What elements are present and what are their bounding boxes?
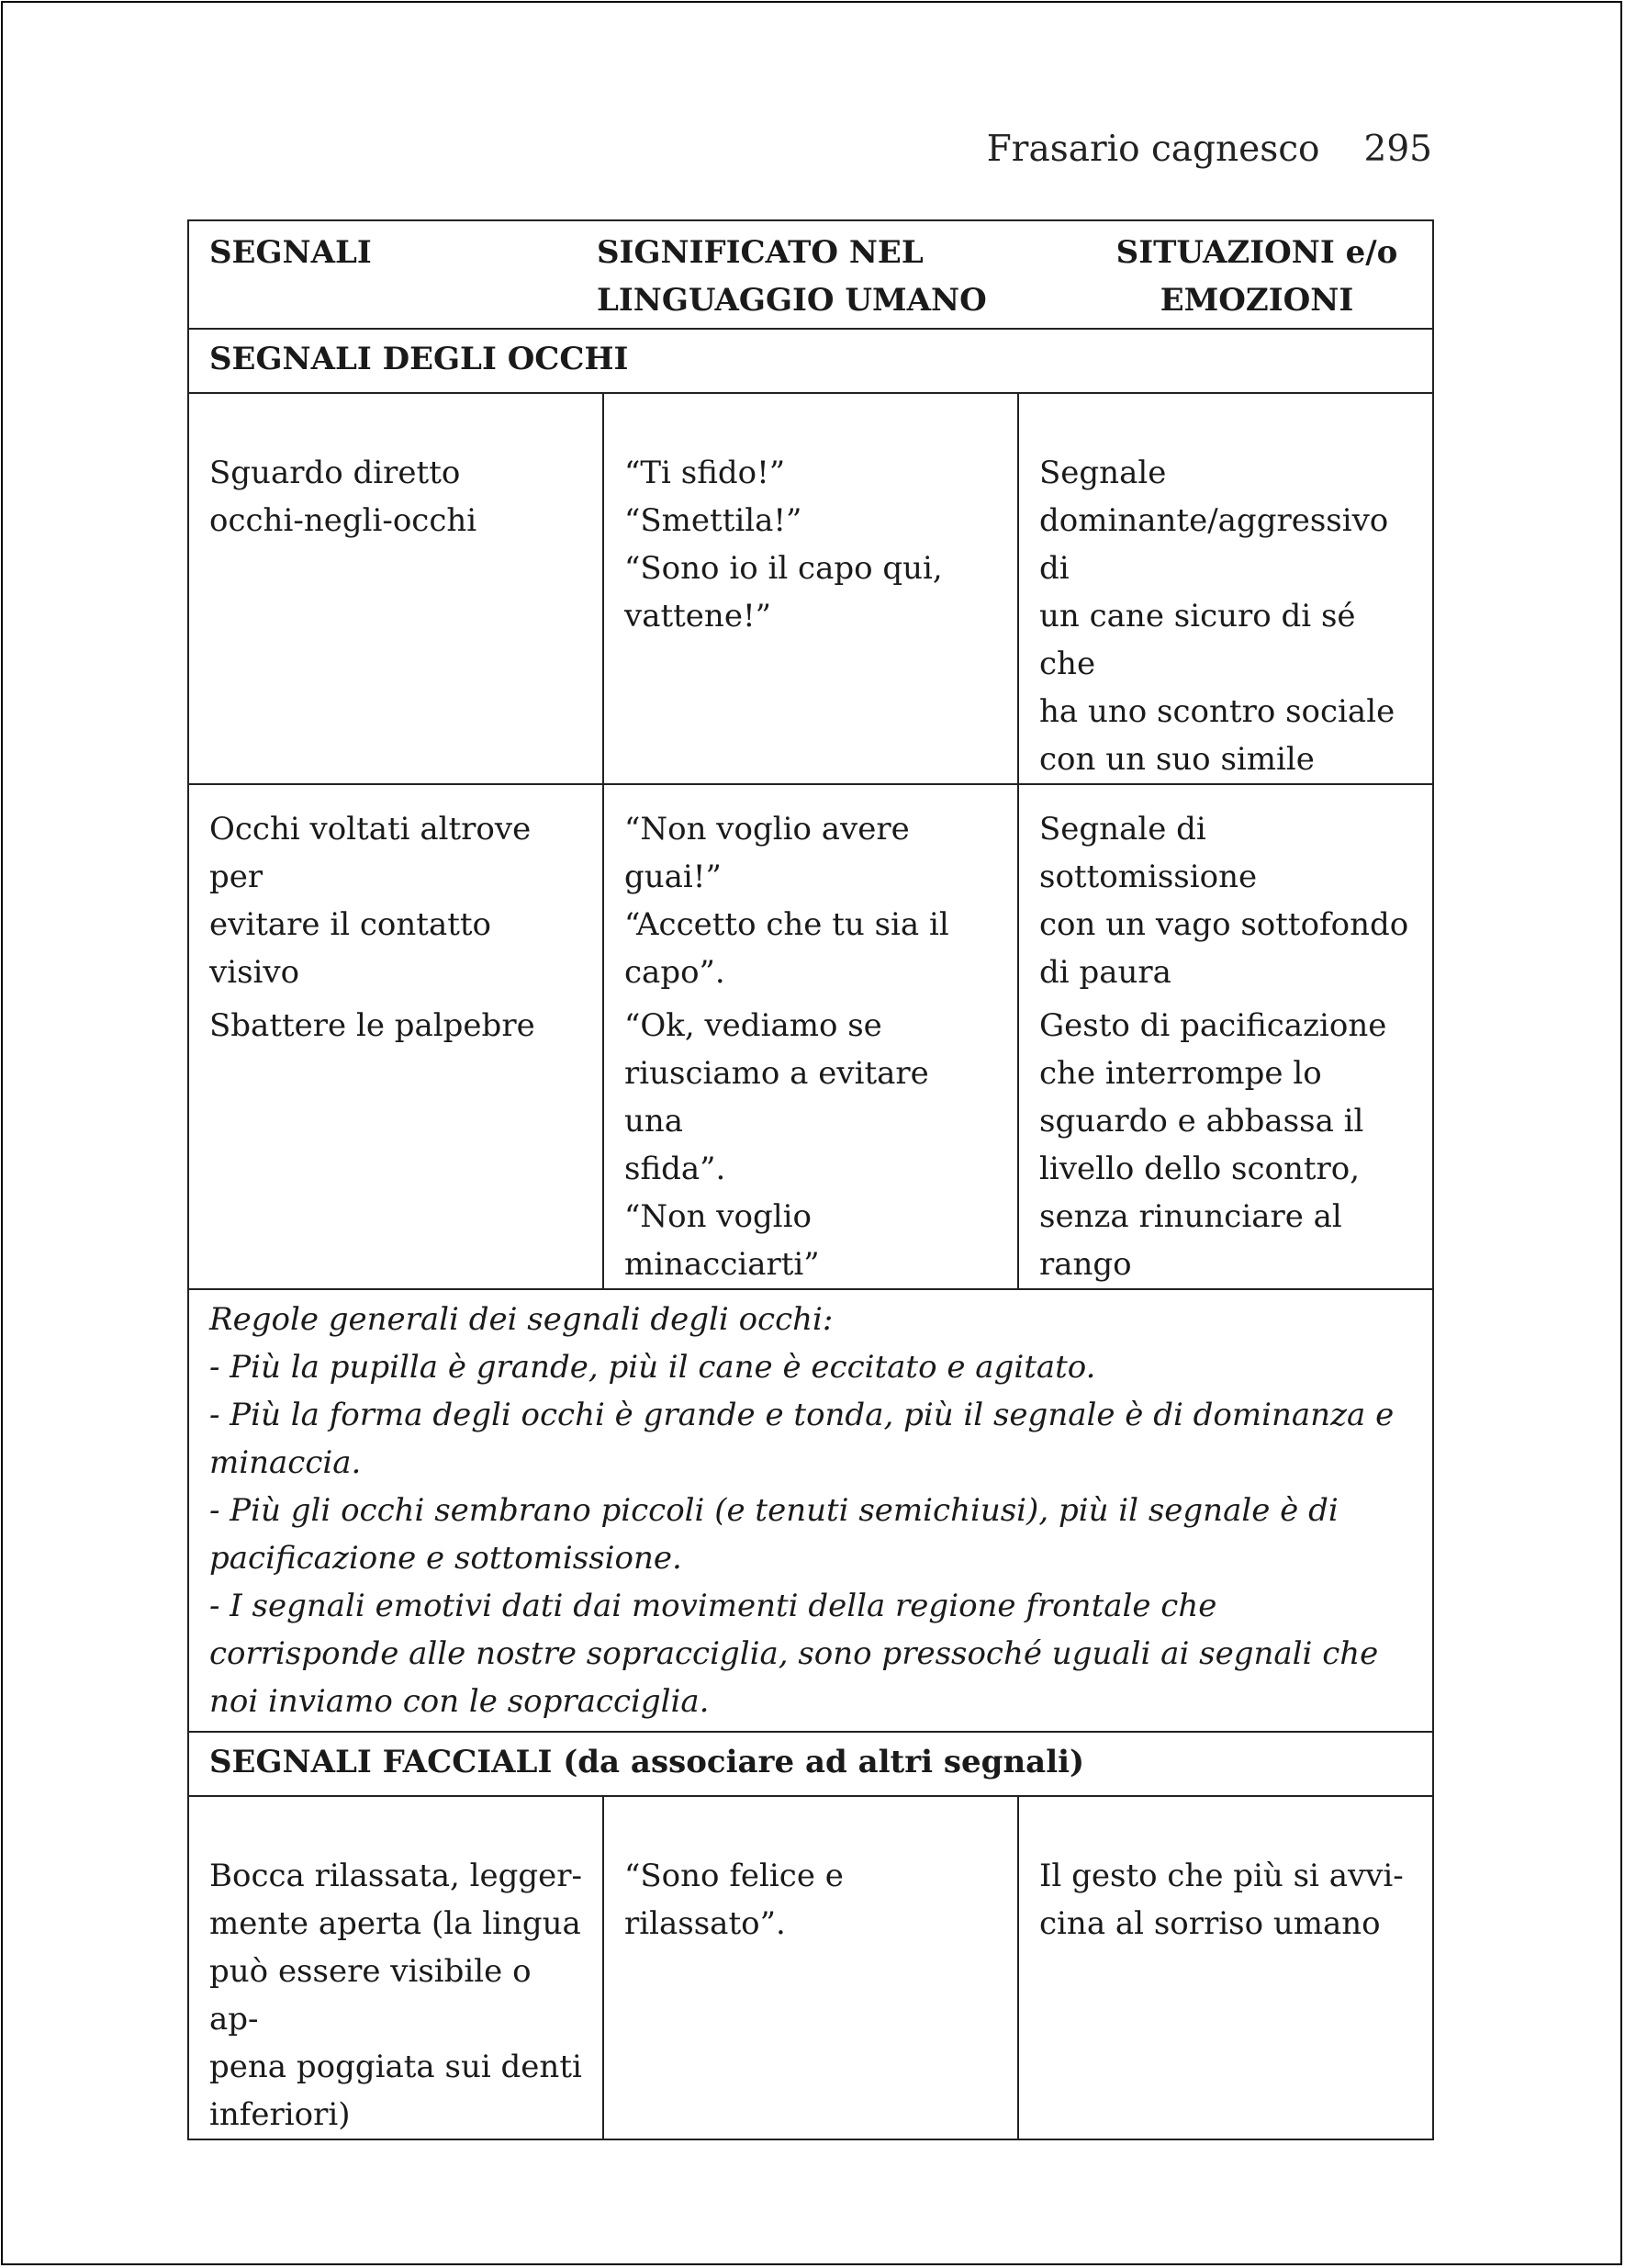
section-title-face: SEGNALI FACCIALI (da associare ad altri segnali) (188, 1732, 1433, 1796)
table-row (188, 1796, 1433, 2139)
section-row-face (188, 1732, 1433, 1796)
table-row (188, 784, 1433, 1002)
rule-item: - I segnali emotivi dati dai movimenti della regione frontale che corrisponde alle nostre sopracciglia, sono pressoché uguali ai segnali che noi inviamo con le sopracciglia. (209, 1588, 1379, 1720)
rules-heading: Regole generali dei segnali degli occhi: (209, 1301, 834, 1338)
meaning-cell: “Ok, vediamo se riusciamo a evitare una sfida”. “Non voglio minacciarti” (603, 1002, 1018, 1289)
situation-cell: Gesto di pacificazione che interrompe lo sguardo e abbassa il livello dello scontro, senza rinunciare al rango (1018, 1002, 1433, 1289)
header-signals: SEGNALI (209, 234, 372, 271)
situation-cell: Segnale di sottomissione con un vago sottofondo di paura (1018, 784, 1433, 1002)
signal-cell: Sbattere le palpebre (188, 1002, 603, 1289)
signal-cell: Bocca rilassata, legger- mente aperta (la lingua può essere visibile o ap- pena poggiata sui denti inferiori) (188, 1796, 603, 2139)
signal-cell: Occhi voltati altrove per evitare il contatto visivo (188, 784, 603, 1002)
signal-cell: Sguardo diretto occhi-negli-occhi (188, 393, 603, 784)
rule-item: - Più la pupilla è grande, più il cane è eccitato e agitato. (209, 1349, 1096, 1386)
table-row (188, 1002, 1433, 1289)
running-head (987, 129, 1432, 170)
meaning-cell: “Ti sfido!” “Smettila!” “Sono io il capo qui, vattene!” (603, 393, 1018, 784)
eye-rules (188, 1289, 1433, 1732)
rule-item: - Più la forma degli occhi è grande e tonda, più il segnale è di dominanza e minaccia. (209, 1397, 1395, 1481)
situation-cell: Il gesto che più si avvi- cina al sorriso umano (1018, 1796, 1433, 2139)
section-row-eyes (188, 329, 1433, 393)
meaning-cell: “Sono felice e rilassato”. (603, 1796, 1018, 2139)
header-meaning: SIGNIFICATO NEL LINGUAGGIO UMANO (597, 234, 987, 319)
meaning-cell: “Non voglio avere guai!” “Accetto che tu sia il capo”. (603, 784, 1018, 1002)
page-number: 295 (1363, 129, 1432, 170)
header-situations: SITUAZIONI e/o EMOZIONI (1115, 234, 1398, 319)
rule-item: - Più gli occhi sembrano piccoli (e tenuti semichiusi), più il segnale è di pacificazione e sottomissione. (209, 1492, 1339, 1577)
situation-cell: Segnale dominante/aggressivo di un cane sicuro di sé che ha uno scontro sociale con un suo simile (1018, 393, 1433, 784)
rules-row (188, 1289, 1433, 1732)
signals-table (187, 219, 1434, 2140)
running-head-title: Frasario cagnesco (986, 129, 1320, 170)
table-row (188, 393, 1433, 784)
section-title-eyes: SEGNALI DEGLI OCCHI (188, 329, 1433, 393)
table-header-cell (188, 220, 1433, 329)
table-header-row (188, 220, 1433, 329)
